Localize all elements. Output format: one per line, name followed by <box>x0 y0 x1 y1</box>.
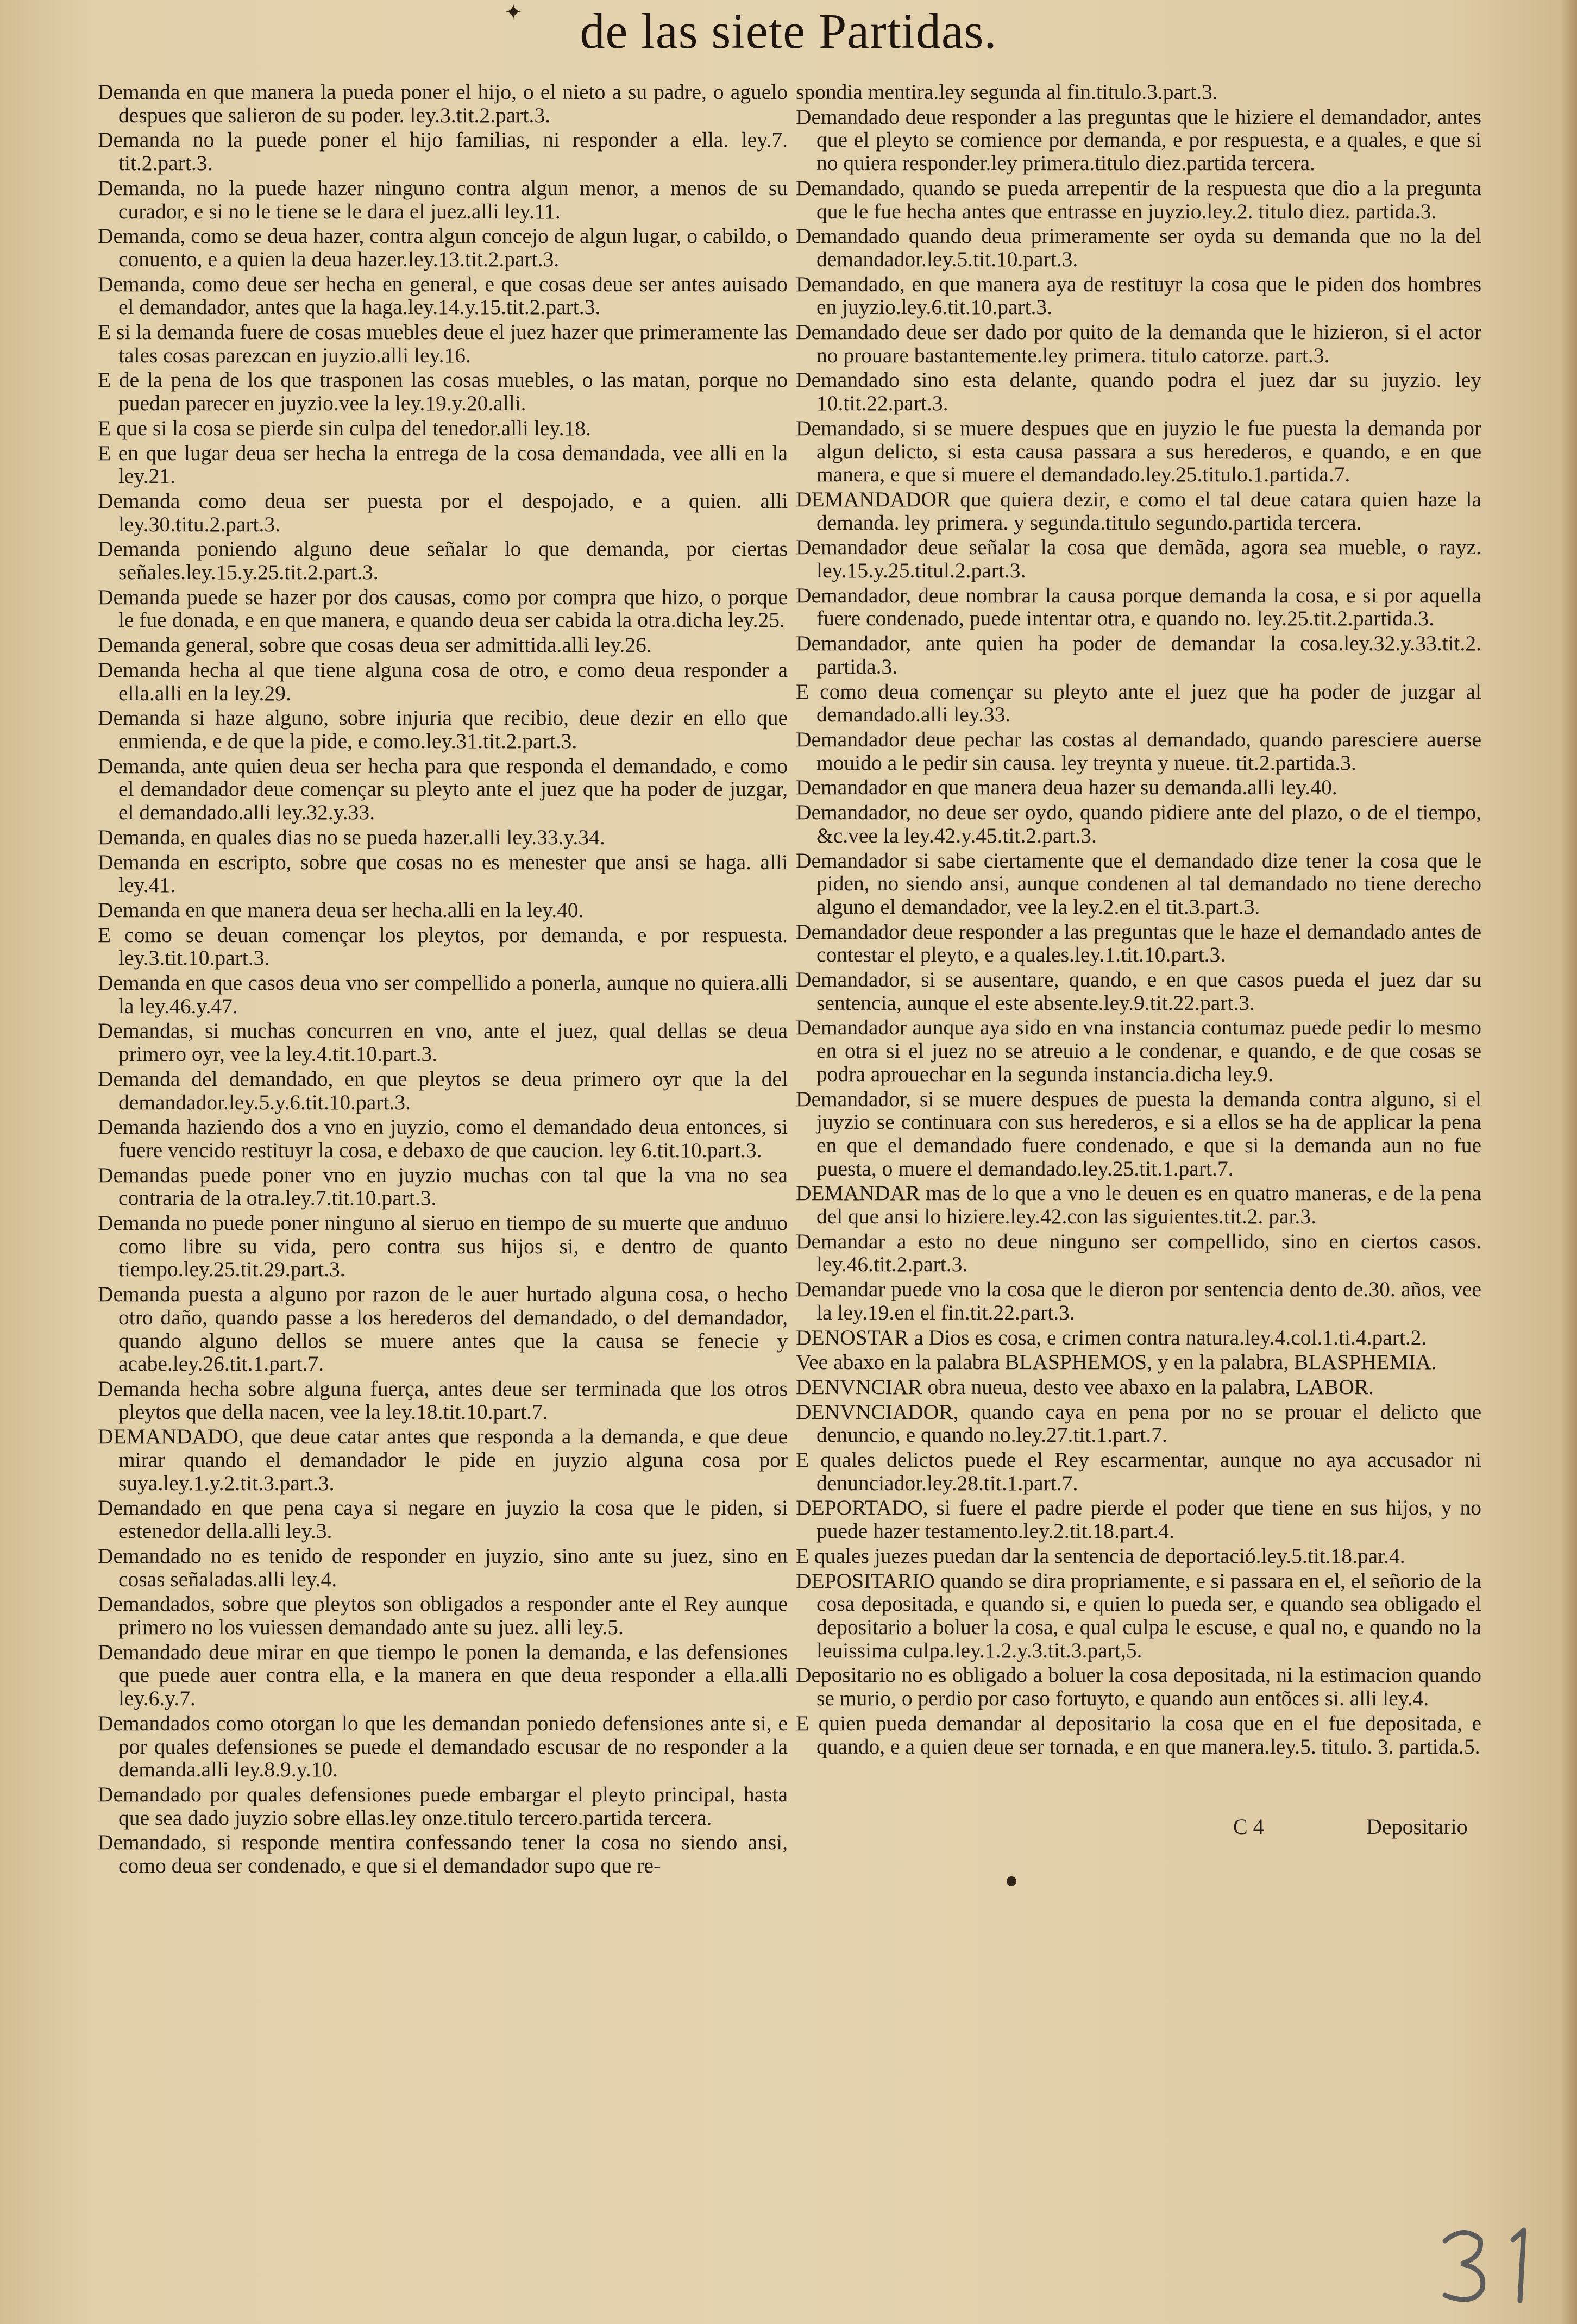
index-entry: Demanda en escripto, sobre que cosas no es menester que ansi se haga. alli ley.41. <box>98 850 788 897</box>
index-entry: Demanda no puede poner ninguno al sieruo en tiempo de su muerte que anduuo como libre su vida, pero contra sus hijos si, e dentro de quanto tiempo.ley.25.tit.29.part.3. <box>98 1211 788 1282</box>
index-entry: E en que lugar deua ser hecha la entrega de la cosa demandada, vee alli en la ley.21. <box>98 441 788 488</box>
index-entry: Demandado quando deua primeramente ser oyda su demanda que no la del demandador.ley.5.tit.10.part.3. <box>796 224 1481 271</box>
handwritten-folio-number <box>1423 2219 1565 2312</box>
index-entry: Demandado sino esta delante, quando podra el juez dar su juyzio. ley 10.tit.22.part.3. <box>796 368 1481 416</box>
index-entry: Demandador, no deue ser oydo, quando pidiere ante del plazo, o de el tiempo, &c.vee la ley.42.y.45.tit.2.part.3. <box>796 800 1481 847</box>
index-entry: Demandado deue ser dado por quito de la demanda que le hizieron, si el actor no prouare bastantemente.ley primera. titulo catorze. part.3. <box>796 320 1481 367</box>
index-entry: Demandado por quales defensiones puede embargar el pleyto principal, hasta que sea dado juyzio sobre ellas.ley onze.titulo tercero.partida tercera. <box>98 1782 788 1830</box>
index-entry: E que si la cosa se pierde sin culpa del tenedor.alli ley.18. <box>98 416 591 440</box>
index-entry: DEPOSITARIO quando se dira propriamente, e si passara en el, el señorio de la cosa depositada, e quando si, e quien lo pueda ser, e quando sea obligado el depositario a boluer la cosa, e qual culpa le escuse, e qual no, e quando no la leuissima culpa.ley.1.2.y.3.tit.3.part,5. <box>796 1568 1481 1662</box>
index-entry: E como se deuan començar los pleytos, por demanda, e por respuesta. ley.3.tit.10.part.3. <box>98 922 788 970</box>
index-entry: DENOSTAR a Dios es cosa, e crimen contra natura.ley.4.col.1.ti.4.part.2. <box>796 1325 1427 1349</box>
index-entry: Demandador, si se ausentare, quando, e en que casos pueda el juez dar su sentencia, aunque el este absente.ley.9.tit.22.part.3. <box>796 968 1481 1015</box>
index-entry: Demanda haziendo dos a vno en juyzio, como el demandado deua entonces, si fuere vencido restituyr la cosa, e debaxo de que caucion. ley 6.tit.10.part.3. <box>98 1115 788 1162</box>
index-entry: Demandados como otorgan lo que les demandan poniedo defensiones ante si, e por quales defensiones se puede el demandado escusar de no responder a la demanda.alli ley.8.9.y.10. <box>98 1711 788 1782</box>
index-entry: Demandador deue pechar las costas al demandado, quando paresciere auerse mouido a le pedir sin causa. ley treynta y nueue. tit.2.partida.3. <box>796 727 1481 775</box>
index-entry: DENVNCIADOR, quando caya en pena por no se prouar el delicto que denuncio, e quando no.ley.27.tit.1.part.7. <box>796 1399 1481 1447</box>
index-entry: DENVNCIAR obra nueua, desto vee abaxo en la palabra, LABOR. <box>796 1374 1374 1399</box>
index-entry: Demandador aunque aya sido en vna instancia contumaz puede pedir lo mesmo en otra si el juez no se atreuio a le condenar, e quando, e de que cosas se podra aprouechar en la segunda instancia.dicha ley.9. <box>796 1015 1481 1086</box>
left-column <box>98 80 788 1879</box>
index-entry: Demandas puede poner vno en juyzio muchas con tal que la vna no sea contraria de la otra.ley.7.tit.10.part.3. <box>98 1163 788 1210</box>
index-entry: Demanda hecha al que tiene alguna cosa de otro, e como deua responder a ella.alli en la ley.29. <box>98 657 788 705</box>
index-entry: DEMANDADOR que quiera dezir, e como el tal deue catara quien haze la demanda. ley primera. y segunda.titulo segundo.partida tercera. <box>796 487 1481 535</box>
page-edge-shadow <box>1561 0 1577 2324</box>
index-entry: E como deua començar su pleyto ante el juez que ha poder de juzgar al demandado.alli ley.33. <box>796 679 1481 727</box>
index-entry: DEMANDAR mas de lo que a vno le deuen es en quatro maneras, e de la pena del que ansi lo hiziere.ley.42.con las siguientes.tit.2. par.3. <box>796 1181 1481 1229</box>
index-entry: Demanda, en quales dias no se pueda hazer.alli ley.33.y.34. <box>98 825 605 849</box>
index-entry: Demanda del demandado, en que pleytos se deua primero oyr que la del demandador.ley.5.y.6.tit.10.part.3. <box>98 1066 788 1114</box>
index-entry: Demanda hecha sobre alguna fuerça, antes deue ser terminada que los otros pleytos que della nacen, vee la ley.18.tit.10.part.7. <box>98 1376 788 1424</box>
index-entry: Demandas, si muchas concurren en vno, ante el juez, qual dellas se deua primero oyr, vee la ley.4.tit.10.part.3. <box>98 1019 788 1066</box>
index-entry: Demandar puede vno la cosa que le dieron por sentencia dento de.30. años, vee la ley.19.en el fin.tit.22.part.3. <box>796 1277 1481 1324</box>
index-entry: Demandador deue señalar la cosa que demãda, agora sea mueble, o rayz. ley.15.y.25.titul.2.part.3. <box>796 535 1481 583</box>
index-entry: Vee abaxo en la palabra BLASPHEMOS, y en la palabra, BLASPHEMIA. <box>796 1350 1437 1374</box>
index-entry: E quales juezes puedan dar la sentencia de deportació.ley.5.tit.18.par.4. <box>796 1543 1405 1568</box>
index-entry: Demanda en que casos deua vno ser compellido a ponerla, aunque no quiera.alli la ley.46.y.47. <box>98 971 788 1018</box>
index-entry: Demandador si sabe ciertamente que el demandado dize tener la cosa que le piden, no siendo ansi, aunque condenen al tal demandado no tiene derecho alguno el demandador, vee la ley.2.en el tit.3.part.3. <box>796 848 1481 919</box>
index-entry: E quales delictos puede el Rey escarmentar, aunque no aya accusador ni denunciador.ley.28.tit.1.part.7. <box>796 1448 1481 1495</box>
ornament-mark-icon: ✦ <box>504 0 523 24</box>
index-entry: Demandado deue mirar en que tiempo le ponen la demanda, e las defensiones que puede auer contra ella, e la manera en que deua responder a ella.alli ley.6.y.7. <box>98 1640 788 1711</box>
index-entry: Demanda poniendo alguno deue señalar lo que demanda, por ciertas señales.ley.15.y.25.tit.2.part.3. <box>98 537 788 585</box>
index-entry: Demanda en que manera deua ser hecha.alli en la ley.40. <box>98 897 584 922</box>
index-entry: Demandador, si se muere despues de puesta la demanda contra alguno, si el juyzio se continuara con sus herederos, e si a ellos se ha de applicar la pena en que el demandado fuere condenado, e que si la demanda aun no fue puesta, o muere el demandado.ley.25.tit.1.part.7. <box>796 1086 1481 1180</box>
index-entry: Demandador deue responder a las preguntas que le haze el demandado antes de contestar el pleyto, e a quales.ley.1.tit.10.part.3. <box>796 919 1481 967</box>
index-entry: Demanda, como deue ser hecha en general, e que cosas deue ser antes auisado el demandador, antes que la haga.ley.14.y.15.tit.2.part.3. <box>98 272 788 319</box>
index-entry: Demanda si haze alguno, sobre injuria que recibio, deue dezir en ello que enmienda, e de que la pide, e como.ley.31.tit.2.part.3. <box>98 706 788 753</box>
signature-mark: C 4 <box>1233 1814 1264 1839</box>
index-entry: Demandado, quando se pueda arrepentir de la respuesta que dio a la pregunta que le fue hecha antes que entrasse en juyzio.ley.2. titulo diez. partida.3. <box>796 175 1481 223</box>
catchword: Depositario <box>1366 1814 1468 1839</box>
index-entry: Demandado, en que manera aya de restituyr la cosa que le piden dos hombres en juyzio.ley.6.tit.10.part.3. <box>796 272 1481 319</box>
index-entry: Demanda no la puede poner el hijo familias, ni responder a ella. ley.7. tit.2.part.3. <box>98 128 788 175</box>
running-head: de las siete Partidas. <box>580 3 997 59</box>
index-entry: Demandados, sobre que pleytos son obligados a responder ante el Rey aunque primero no los vuiessen demandado ante su juez. alli ley.5. <box>98 1592 788 1639</box>
index-entry: Demandado no es tenido de responder en juyzio, sino ante su juez, sino en cosas señaladas.alli ley.4. <box>98 1543 788 1591</box>
index-entry: DEMANDADO, que deue catar antes que responda a la demanda, e que deue mirar quando el demandador le pide en juyzio alguna cosa por suya.ley.1.y.2.tit.3.part.3. <box>98 1424 788 1495</box>
printer-ornament-dot <box>1007 1876 1016 1886</box>
index-entry: Demandado en que pena caya si negare en juyzio la cosa que le piden, si estenedor della.alli ley.3. <box>98 1496 788 1543</box>
index-entry: Demandador en que manera deua hazer su demanda.alli ley.40. <box>796 775 1337 800</box>
index-entry: Demandado, si se muere despues que en juyzio le fue puesta la demanda por algun delicto, si esta causa passara a sus herederos, e quando, e en que manera, e que si muere el demandado.ley.25.titulo.1.partida.7. <box>796 416 1481 487</box>
index-entry: Demandado deue responder a las preguntas que le hiziere el demandador, antes que el pleyto se comience por demanda, e por respuesta, e a quales, e que si no quiera responder.ley primera.titulo diez.partida tercera. <box>796 104 1481 175</box>
index-entry: Depositario no es obligado a boluer la cosa depositada, ni la estimacion quando se murio, o perdio por caso fortuyto, e quando aun entõces si. alli ley.4. <box>796 1663 1481 1711</box>
index-entry: Demanda como deua ser puesta por el despojado, e a quien. alli ley.30.titu.2.part.3. <box>98 488 788 536</box>
index-entry: Demanda, ante quien deua ser hecha para que responda el demandado, e como el demandador deue començar su pleyto ante el juez que ha poder de juzgar, el demandado.alli ley.32.y.33. <box>98 753 788 825</box>
index-entry: Demanda, no la puede hazer ninguno contra algun menor, a menos de su curador, e si no le tiene se le dara el juez.alli ley.11. <box>98 175 788 223</box>
index-entry: E si la demanda fuere de cosas muebles deue el juez hazer que primeramente las tales cosas parezcan en juyzio.alli ley.16. <box>98 320 788 367</box>
index-entry: spondia mentira.ley segunda al fin.titulo.3.part.3. <box>796 80 1218 104</box>
index-entry: Demanda puesta a alguno por razon de le auer hurtado alguna cosa, o hecho otro daño, quando passe a los herederos del demandado, o del demandador, quando alguno dellos se muere antes que la causa se fenecie y acabe.ley.26.tit.1.part.7. <box>98 1282 788 1376</box>
index-entry: Demandar a esto no deue ninguno ser compellido, sino en ciertos casos. ley.46.tit.2.part.3. <box>796 1229 1481 1277</box>
right-column <box>796 80 1481 1760</box>
index-entry: Demanda en que manera la pueda poner el hijo, o el nieto a su padre, o aguelo despues que salieron de su poder. ley.3.tit.2.part.3. <box>98 80 788 127</box>
index-entry: Demanda, como se deua hazer, contra algun concejo de algun lugar, o cabildo, o conuento, e a quien la deua hazer.ley.13.tit.2.part.3. <box>98 224 788 271</box>
index-entry: E quien pueda demandar al depositario la cosa que en el fue depositada, e quando, e a quien deue ser tornada, e en que manera.ley.5. titulo. 3. partida.5. <box>796 1711 1481 1758</box>
index-entry: Demandador, deue nombrar la causa porque demanda la cosa, e si por aquella fuere condenado, puede intentar otra, e quando no. ley.25.tit.2.partida.3. <box>796 583 1481 631</box>
index-entry: Demanda general, sobre que cosas deua ser admittida.alli ley.26. <box>98 633 652 657</box>
index-entry: E de la pena de los que trasponen las cosas muebles, o las matan, porque no puedan parecer en juyzio.vee la ley.19.y.20.alli. <box>98 368 788 416</box>
index-entry: Demandador, ante quien ha poder de demandar la cosa.ley.32.y.33.tit.2. partida.3. <box>796 631 1481 679</box>
index-entry: DEPORTADO, si fuere el padre pierde el poder que tiene en sus hijos, y no puede hazer testamento.ley.2.tit.18.part.4. <box>796 1496 1481 1543</box>
index-entry: Demandado, si responde mentira confessando tener la cosa no siendo ansi, como deua ser condenado, e que si el demandador supo que re- <box>98 1830 788 1878</box>
index-entry: Demanda puede se hazer por dos causas, como por compra que hizo, o porque le fue donada, e en que manera, e quando deua ser cabida la otra.dicha ley.25. <box>98 585 788 632</box>
